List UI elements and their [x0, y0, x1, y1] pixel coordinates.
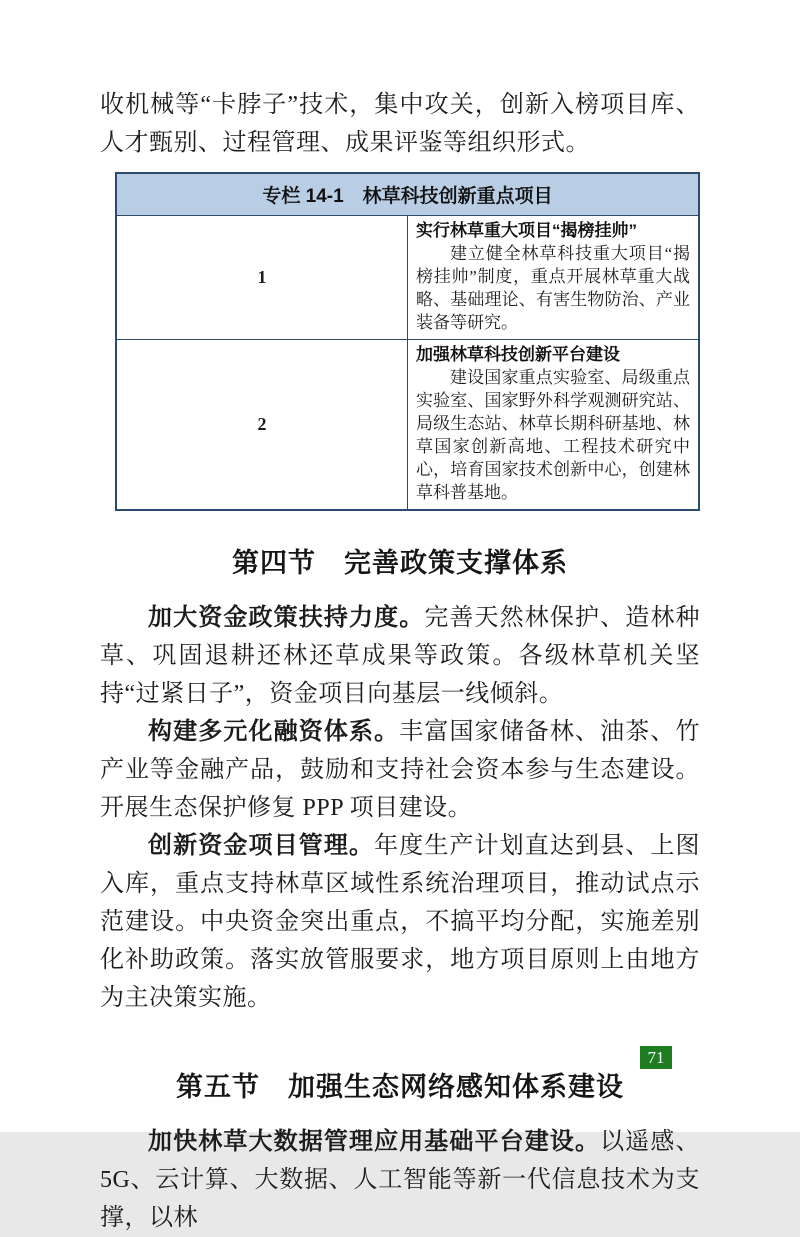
paragraph-lead: 加大资金政策扶持力度。	[148, 605, 425, 631]
feature-box-title: 专栏 14-1 林草科技创新重点项目	[116, 173, 699, 216]
feature-box-item	[408, 340, 700, 511]
feature-box-item-heading: 加强林草科技创新平台建设	[416, 345, 620, 364]
section-heading-5: 第五节 加强生态网络感知体系建设	[176, 1072, 624, 1102]
paragraph	[100, 1123, 700, 1237]
paragraph-lead: 构建多元化融资体系。	[148, 719, 400, 745]
section-5-paragraphs	[100, 1123, 700, 1237]
feature-box-item-body: 建设国家重点实验室、局级重点实验室、国家野外科学观测研究站、局级生态站、林草长期科研基地、林草国家创新高地、工程技术研究中心，培育国家技术创新中心，创建林草科普基地。	[416, 368, 690, 502]
feature-box-row-number: 2	[116, 340, 408, 511]
paragraph-text: 年度生产计划直达到县、上图入库，重点支持林草区域性系统治理项目，推动试点示范建设。中央资金突出重点，不搞平均分配，实施差别化补助政策。落实放管服要求，地方项目原则上由地方为主决策实施。	[100, 833, 701, 1011]
feature-box-header-row	[116, 173, 699, 216]
feature-box-row	[116, 340, 699, 511]
paragraph-text: 以遥感、5G、云计算、大数据、人工智能等新一代信息技术为支撑，以林	[100, 1129, 701, 1231]
paragraph	[100, 827, 700, 1017]
page-number-badge: 71	[640, 1046, 672, 1069]
page-content	[100, 0, 700, 1237]
paragraph-intro: 收机械等“卡脖子”技术，集中攻关，创新入榜项目库、人才甄别、过程管理、成果评鉴等组织形式。	[100, 92, 700, 156]
paragraph-text: 丰富国家储备林、油茶、竹产业等金融产品，鼓励和支持社会资本参与生态建设。开展生态保护修复 PPP 项目建设。	[100, 719, 701, 821]
feature-box-row	[116, 216, 699, 340]
section-heading-4: 第四节 完善政策支撑体系	[232, 548, 568, 578]
feature-box-item	[408, 216, 700, 340]
feature-box-table	[115, 172, 700, 511]
paragraph-text: 完善天然林保护、造林种草、巩固退耕还林还草成果等政策。各级林草机关坚持“过紧日子”，资金项目向基层一线倾斜。	[100, 605, 701, 707]
feature-box-item-body: 建立健全林草科技重大项目“揭榜挂帅”制度，重点开展林草重大战略、基础理论、有害生物防治、产业装备等研究。	[416, 244, 690, 332]
paragraph	[100, 713, 700, 827]
paragraph-lead: 加快林草大数据管理应用基础平台建设。	[148, 1129, 601, 1155]
feature-box-row-number: 1	[116, 216, 408, 340]
paragraph	[100, 599, 700, 713]
section-4-paragraphs	[100, 599, 700, 1017]
paragraph-lead: 创新资金项目管理。	[148, 833, 375, 859]
feature-box-item-heading: 实行林草重大项目“揭榜挂帅”	[416, 221, 637, 240]
